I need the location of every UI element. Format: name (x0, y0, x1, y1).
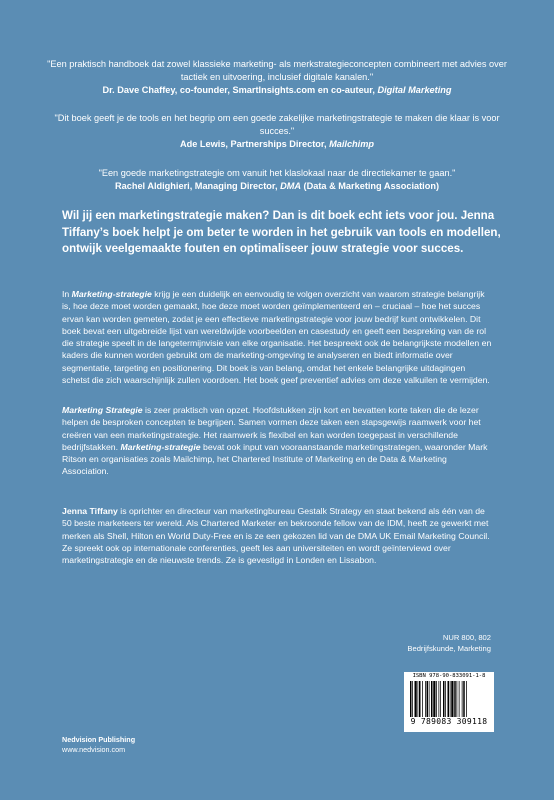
barcode-bar (412, 681, 413, 717)
quote-text: "Dit boek geeft je de tools en het begrip om een goede zakelijke marketingstrategie te maken die klaar is voor succes." (54, 113, 500, 136)
isbn-barcode (404, 672, 494, 732)
publisher-url: www.nedvision.com (62, 745, 126, 754)
barcode-bar (439, 681, 440, 717)
description-paragraph-2: Marketing Strategie is zeer praktisch van opzet. Hoofdstukken zijn kort en bevatten korte taken die de lezer helpen de besproken concepten te begrijpen. Samen vormen deze taken een stapsgewijs raamwerk voor het creëren van een marketingstrategie. Het raamwerk is flexibel en kan worden toegepast in verschillende bedrijfstakken. Marketing-strategie bevat ook input van vooraanstaande marketingstrategen, waaronder Mark Ritson en organisaties zoals Mailchimp, het Chartered Institute of Marketing en de Data & Marketing Association. (62, 405, 488, 477)
isbn-label: ISBN 978-90-833091-1-8 (412, 673, 486, 679)
barcode-bar (462, 681, 463, 717)
barcode-bar (415, 681, 417, 717)
quote-author: Rachel Aldighieri, Managing Director, DMA (Data & Marketing Association) (114, 181, 440, 191)
book-title: Marketing Strategie (62, 405, 143, 415)
publisher (62, 735, 135, 755)
barcode-bar (427, 681, 429, 717)
barcode-bar (440, 681, 441, 717)
author-name: Jenna Tiffany (62, 506, 118, 516)
quote-text: "Een praktisch handboek dat zowel klassieke marketing- als merkstrategieconcepten combineert met advies over tactiek en uitvoering, inclusief digitale kanalen." (47, 59, 507, 82)
book-title: Marketing-strategie (71, 289, 152, 299)
endorsement-quote-2 (40, 112, 514, 151)
quote-text: "Een goede marketingstrategie om vanuit het klaslokaal naar de directiekamer te gaan." (98, 168, 456, 178)
book-title: Marketing-strategie (120, 441, 201, 452)
barcode-bar (422, 681, 423, 717)
barcode-bar (419, 681, 421, 717)
barcode-bar (463, 681, 465, 717)
nur-classification: NUR 800, 802 Bedrijfskunde, Marketing (407, 633, 491, 653)
barcode-bar (410, 681, 412, 717)
quote-author: Ade Lewis, Partnerships Director, Mailchimp (179, 139, 375, 149)
author-bio: Jenna Tiffany is oprichter en directeur van marketingbureau Gestalk Strategy en staat bekend als één van de 50 beste marketeers ter wereld. Als Chartered Marketer en bekroonde fellow van de IDM, heeft ze gewerkt met merken als Shell, Hilton en World Duty-Free en is ze een gekozen lid van de DMA UK Email Marketing Council. Ze spreekt ook op internationale conferenties, geeft les aan universiteiten en wordt geïnterviewd over marketingstrategie en de nieuwste trends. Ze is gevestigd in Londen en Lissabon. (62, 506, 490, 566)
endorsement-quote-3 (40, 167, 514, 193)
barcode-bar (454, 681, 456, 717)
description-paragraph-1: In Marketing-strategie krijg je een duidelijk en eenvoudig te volgen overzicht van waarom strategie belangrijk is, hoe deze moet worden gemaakt, hoe deze moet worden geïmplementeerd en – cruciaal – hoe het succes ervan kan worden gemeten, zodat je een effectieve marketingstrategie voor jouw bedrijf kunt ontwikkelen. Dit boek bevat een uitgebreide lijst van wereldwijde voorbeelden en casestudy en geeft een bespreking van de rol die strategie speelt in de langetermijnvisie van elke organisatie. Het bespreekt ook de belangrijkste modellen en kaders die kunnen worden gebruikt om de marketing-omgeving te analyseren en biedt informatie over segmentatie, targeting en positionering. Dit boek is van belang, omdat het enkele belangrijke uitdagingen schetst die zich waarschijnlijk zullen voordoen. Het boek geef preventief advies om deze valkuilen te vermijden. (62, 289, 492, 386)
lead-paragraph: Wil jij een marketingstrategie maken? Dan is dit boek echt iets voor jou. Jenna Tiffany’s boek helpt je om beter te worden in het gebruik van tools en modellen, ontwijk veelgemaakte fouten en optimaliseer jouw strategie voor succes. (62, 209, 501, 255)
barcode-bar (433, 681, 435, 717)
barcode-digits: 9 789083 309118 (410, 717, 488, 726)
barcode-bar (425, 681, 426, 717)
barcode-bar (445, 681, 446, 717)
barcode-bar (448, 681, 450, 717)
publisher-name: Nedvision Publishing (62, 735, 136, 744)
barcode-bar (450, 681, 451, 717)
barcode-bar (418, 681, 419, 717)
barcode-bar (429, 681, 430, 717)
barcode-bar (443, 681, 445, 717)
barcode-bar (466, 681, 467, 717)
quote-source: DMA (280, 181, 301, 191)
quote-author: Dr. Dave Chaffey, co-founder, SmartInsights.com en co-auteur, Digital Marketing (102, 85, 452, 95)
barcode-bar (451, 681, 453, 717)
barcode-bar (431, 681, 433, 717)
barcode-bars (410, 681, 488, 717)
barcode-bar (457, 681, 458, 717)
endorsement-quote-1 (40, 58, 514, 97)
barcode-bar (436, 681, 437, 717)
quote-source: Mailchimp (329, 139, 375, 149)
quote-source: Digital Marketing (377, 85, 452, 95)
barcode-bar (459, 681, 460, 717)
